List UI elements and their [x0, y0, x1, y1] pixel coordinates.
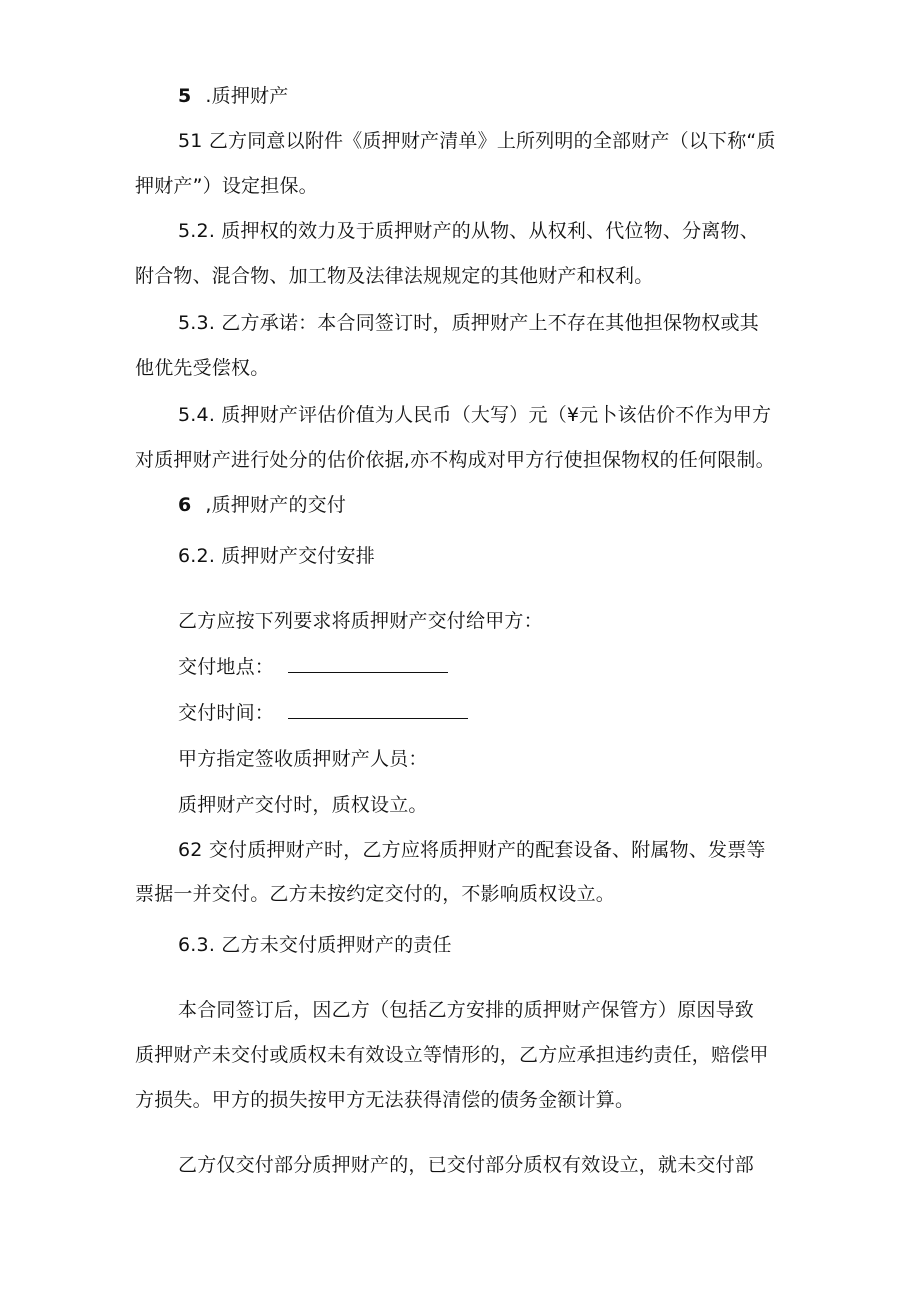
clause-6-3a-line-3: 方损失。甲方的损失按甲方无法获得清偿的债务金额计算。: [135, 1089, 635, 1111]
delivery-requirements-intro: 乙方应按下列要求将质押财产交付给甲方：: [178, 610, 543, 632]
subsection-6-3-heading: 6.3. 乙方未交付质押财产的责任: [178, 934, 452, 956]
delivery-time-blank: [288, 699, 468, 719]
clause-5-2-line-2: 附合物、混合物、加工物及法律法规规定的其他财产和权利。: [135, 265, 654, 287]
clause-5-3-line-1: 5.3. 乙方承诺：本合同签订时，质押财产上不存在其他担保物权或其: [178, 312, 759, 334]
delivery-place-label: 交付地点：: [178, 656, 275, 678]
section-6-heading: [178, 491, 346, 519]
clause-5-1-line-1: 51 乙方同意以附件《质押财产清单》上所列明的全部财产（以下称“质: [178, 130, 776, 152]
clause-6-2b-line-2: 票据一并交付。乙方未按约定交付的，不影响质权设立。: [135, 883, 616, 905]
clause-6-2b-line-1: 62 交付质押财产时，乙方应将质押财产的配套设备、附属物、发票等: [178, 839, 766, 861]
subsection-6-2-heading: 6.2. 质押财产交付安排: [178, 545, 375, 567]
clause-5-3-line-2: 他优先受偿权。: [135, 357, 270, 379]
clause-5-1-line-2: 押财产”）设定担保。: [135, 175, 318, 197]
section-5-heading: [178, 82, 288, 110]
section-6-number: 6: [178, 494, 192, 516]
clause-5-4-line-2: 对质押财产进行处分的估价依据,亦不构成对甲方行使担保物权的任何限制。: [135, 449, 775, 471]
designated-signer-label: 甲方指定签收质押财产人员：: [178, 748, 428, 770]
clause-5-2-line-1: 5.2. 质押权的效力及于质押财产的从物、从权利、代位物、分离物、: [178, 220, 759, 242]
section-5-number: 5: [178, 85, 192, 107]
clause-6-3b-line-1: 乙方仅交付部分质押财产的，已交付部分质权有效设立，就未交付部: [178, 1154, 755, 1176]
delivery-place-blank: [288, 653, 448, 673]
section-6-title: ,质押财产的交付: [205, 494, 347, 516]
delivery-time-row: [178, 699, 468, 727]
pledge-established-statement: 质押财产交付时，质权设立。: [178, 794, 428, 816]
delivery-place-row: [178, 653, 448, 681]
clause-6-3a-line-2: 质押财产未交付或质权未有效设立等情形的，乙方应承担违约责任，赔偿甲: [135, 1044, 769, 1066]
delivery-time-label: 交付时间：: [178, 702, 275, 724]
section-5-title: .质押财产: [205, 85, 289, 107]
clause-6-3a-line-1: 本合同签订后，因乙方（包括乙方安排的质押财产保管方）原因导致: [178, 999, 755, 1021]
clause-5-4-line-1: 5.4. 质押财产评估价值为人民币（大写）元（¥元卜该估价不作为甲方: [178, 404, 772, 426]
